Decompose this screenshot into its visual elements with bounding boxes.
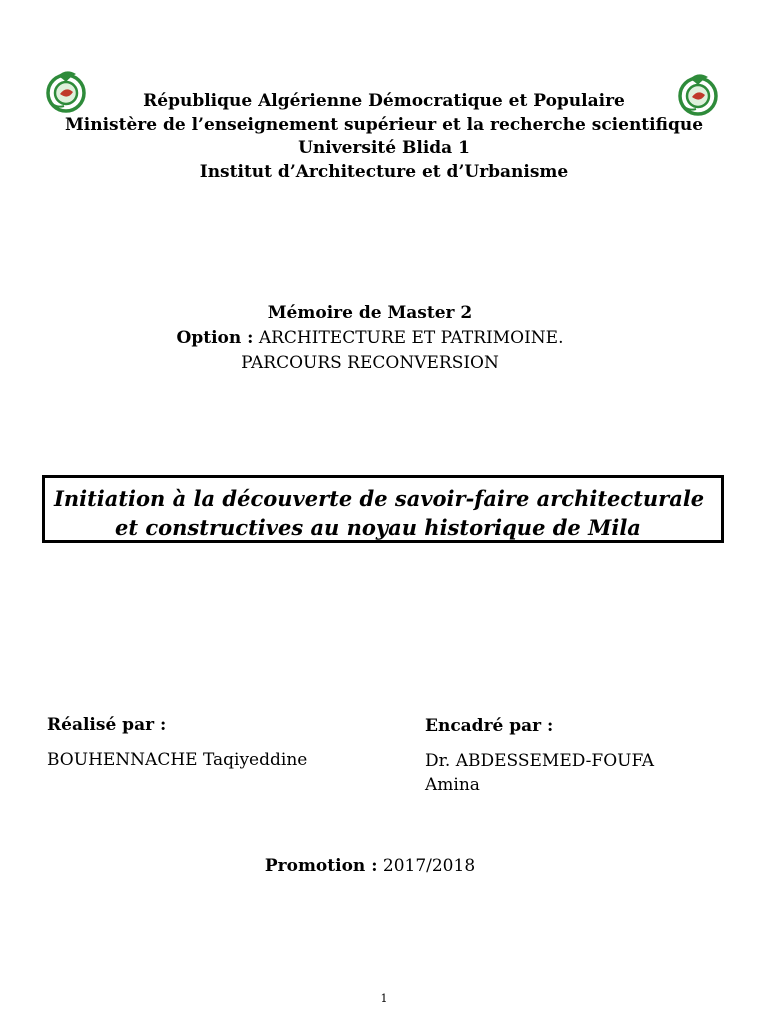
realise-label: Réalisé par :	[47, 715, 167, 735]
promotion-label: Promotion :	[264, 856, 378, 876]
memoire-type: Mémoire de Master 2	[267, 303, 473, 323]
promotion-line	[0, 856, 740, 876]
university-name: Université Blida 1	[298, 138, 470, 158]
supervisor-name	[425, 749, 654, 797]
option-label: Option :	[176, 328, 254, 348]
option-line	[0, 326, 740, 351]
institute-name: Institut d’Architecture et d’Urbanisme	[199, 161, 569, 182]
ministry-name: Ministère de l’enseignement supérieur et la recherche scientifique	[64, 114, 704, 135]
thesis-title-box	[42, 475, 724, 543]
republic-name: République Algérienne Démocratique et Populaire	[143, 91, 625, 111]
thesis-title-line1: Initiation à la découverte de savoir-faire architecturale	[54, 486, 705, 511]
option-value: ARCHITECTURE ET PATRIMOINE.	[258, 328, 564, 348]
promotion-value: 2017/2018	[382, 856, 476, 876]
memoire-info	[0, 301, 740, 376]
parcours: PARCOURS RECONVERSION	[241, 353, 499, 373]
author-name: BOUHENNACHE Taqiyeddine	[47, 750, 308, 770]
page-number: 1	[380, 992, 388, 1005]
supervisor-name-line1: Dr. ABDESSEMED-FOUFA	[425, 751, 655, 771]
encadre-label: Encadré par :	[425, 716, 554, 736]
supervisor-name-line2: Amina	[425, 775, 480, 795]
institution-header	[0, 90, 768, 184]
thesis-title-line2: et constructives au noyau historique de Mila	[115, 515, 641, 540]
